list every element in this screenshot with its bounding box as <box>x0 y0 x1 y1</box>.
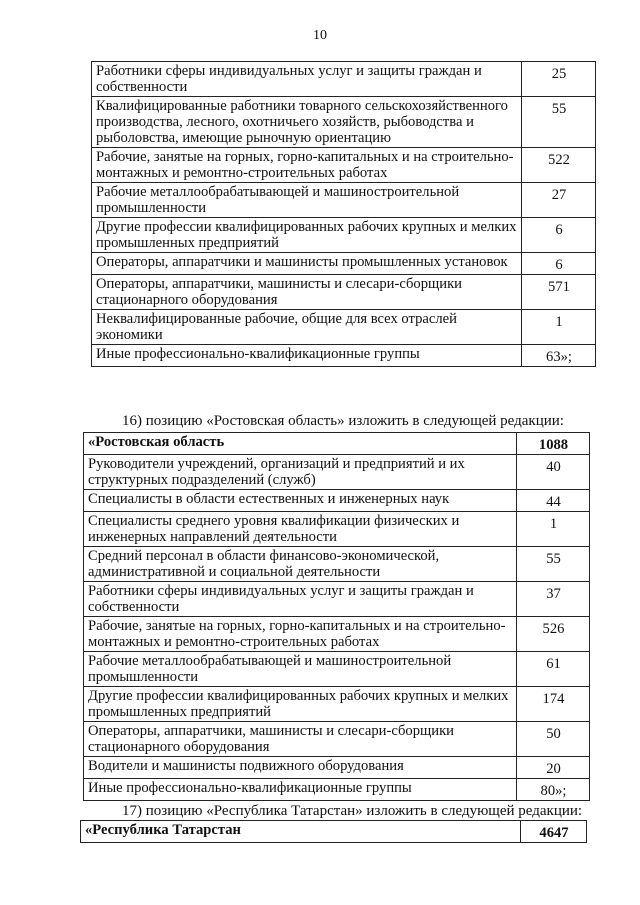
occupation-group-value: 40 <box>517 455 590 490</box>
table-row <box>92 310 596 345</box>
occupation-group-value: 522 <box>522 148 596 183</box>
region-header-row <box>84 433 590 455</box>
occupation-group-label: Водители и машинисты подвижного оборудования <box>84 757 517 779</box>
table-row <box>92 345 596 367</box>
occupation-group-label: Специалисты среднего уровня квалификации физических и инженерных направлений деятельности <box>84 512 517 547</box>
table-row <box>84 512 590 547</box>
table-row <box>92 97 596 148</box>
rostov-region-table <box>83 432 590 801</box>
occupation-group-label: Средний персонал в области финансово-экономической, административной и социальной деятельности <box>84 547 517 582</box>
region-total: 1088 <box>517 433 590 455</box>
occupation-group-label: Другие профессии квалифицированных рабочих крупных и мелких промышленных предприятий <box>92 218 522 253</box>
table-row <box>92 253 596 275</box>
page-number: 10 <box>313 28 327 43</box>
region-name: «Республика Татарстан <box>81 821 521 843</box>
occupation-group-label: Другие профессии квалифицированных рабочих крупных и мелких промышленных предприятий <box>84 687 517 722</box>
occupation-group-label: Операторы, аппаратчики, машинисты и слесари-сборщики стационарного оборудования <box>84 722 517 757</box>
region-header-row <box>81 821 587 843</box>
occupation-group-value: 55 <box>522 97 596 148</box>
table-row <box>84 617 590 652</box>
table-row <box>84 722 590 757</box>
region-name: «Ростовская область <box>84 433 517 455</box>
occupation-group-value: 20 <box>517 757 590 779</box>
occupation-group-value: 25 <box>522 62 596 97</box>
occupation-group-value: 44 <box>517 490 590 512</box>
occupation-group-label: Руководители учреждений, организаций и предприятий и их структурных подразделений (служб) <box>84 455 517 490</box>
occupation-group-label: Рабочие металлообрабатывающей и машиностроительной промышленности <box>92 183 522 218</box>
tatarstan-table <box>80 820 587 843</box>
occupation-group-label: Операторы, аппаратчики и машинисты промышленных установок <box>92 253 522 275</box>
occupation-group-label: Работники сферы индивидуальных услуг и защиты граждан и собственности <box>84 582 517 617</box>
table-row <box>84 490 590 512</box>
occupation-group-value: 571 <box>522 275 596 310</box>
occupation-group-value: 174 <box>517 687 590 722</box>
occupation-table-continued <box>91 61 596 367</box>
occupation-group-value: 6 <box>522 253 596 275</box>
occupation-group-value: 50 <box>517 722 590 757</box>
table-row <box>92 275 596 310</box>
occupation-group-label: Операторы, аппаратчики, машинисты и слесари-сборщики стационарного оборудования <box>92 275 522 310</box>
table-row <box>84 455 590 490</box>
region-total: 4647 <box>521 821 587 843</box>
instruction-17: 17) позицию «Республика Татарстан» изложить в следующей редакции: <box>122 803 583 819</box>
occupation-group-value: 37 <box>517 582 590 617</box>
occupation-group-value: 6 <box>522 218 596 253</box>
occupation-group-label: Рабочие, занятые на горных, горно-капитальных и на строительно-монтажных и ремонтно-строительных работах <box>84 617 517 652</box>
occupation-group-value: 61 <box>517 652 590 687</box>
instruction-16: 16) позицию «Ростовская область» изложить в следующей редакции: <box>122 413 564 429</box>
table-row <box>84 547 590 582</box>
table-row <box>92 148 596 183</box>
occupation-group-value: 1 <box>517 512 590 547</box>
occupation-group-value: 526 <box>517 617 590 652</box>
table-row <box>84 757 590 779</box>
table-row <box>84 652 590 687</box>
occupation-group-label: Рабочие, занятые на горных, горно-капитальных и на строительно-монтажных и ремонтно-строительных работах <box>92 148 522 183</box>
occupation-group-label: Квалифицированные работники товарного сельскохозяйственного производства, лесного, охотничьего хозяйств, рыбоводства и рыболовства, имеющие рыночную ориентацию <box>92 97 522 148</box>
occupation-group-value: 1 <box>522 310 596 345</box>
occupation-group-label: Неквалифицированные рабочие, общие для всех отраслей экономики <box>92 310 522 345</box>
occupation-group-value: 55 <box>517 547 590 582</box>
table-row <box>92 183 596 218</box>
occupation-group-value: 80»; <box>517 779 590 801</box>
table-row <box>92 62 596 97</box>
occupation-group-label: Работники сферы индивидуальных услуг и защиты граждан и собственности <box>92 62 522 97</box>
table-row <box>84 687 590 722</box>
occupation-group-label: Специалисты в области естественных и инженерных наук <box>84 490 517 512</box>
occupation-group-label: Иные профессионально-квалификационные группы <box>84 779 517 801</box>
table-row <box>84 582 590 617</box>
table-row <box>92 218 596 253</box>
occupation-group-label: Рабочие металлообрабатывающей и машиностроительной промышленности <box>84 652 517 687</box>
table-row <box>84 779 590 801</box>
occupation-group-value: 27 <box>522 183 596 218</box>
occupation-group-value: 63»; <box>522 345 596 367</box>
occupation-group-label: Иные профессионально-квалификационные группы <box>92 345 522 367</box>
